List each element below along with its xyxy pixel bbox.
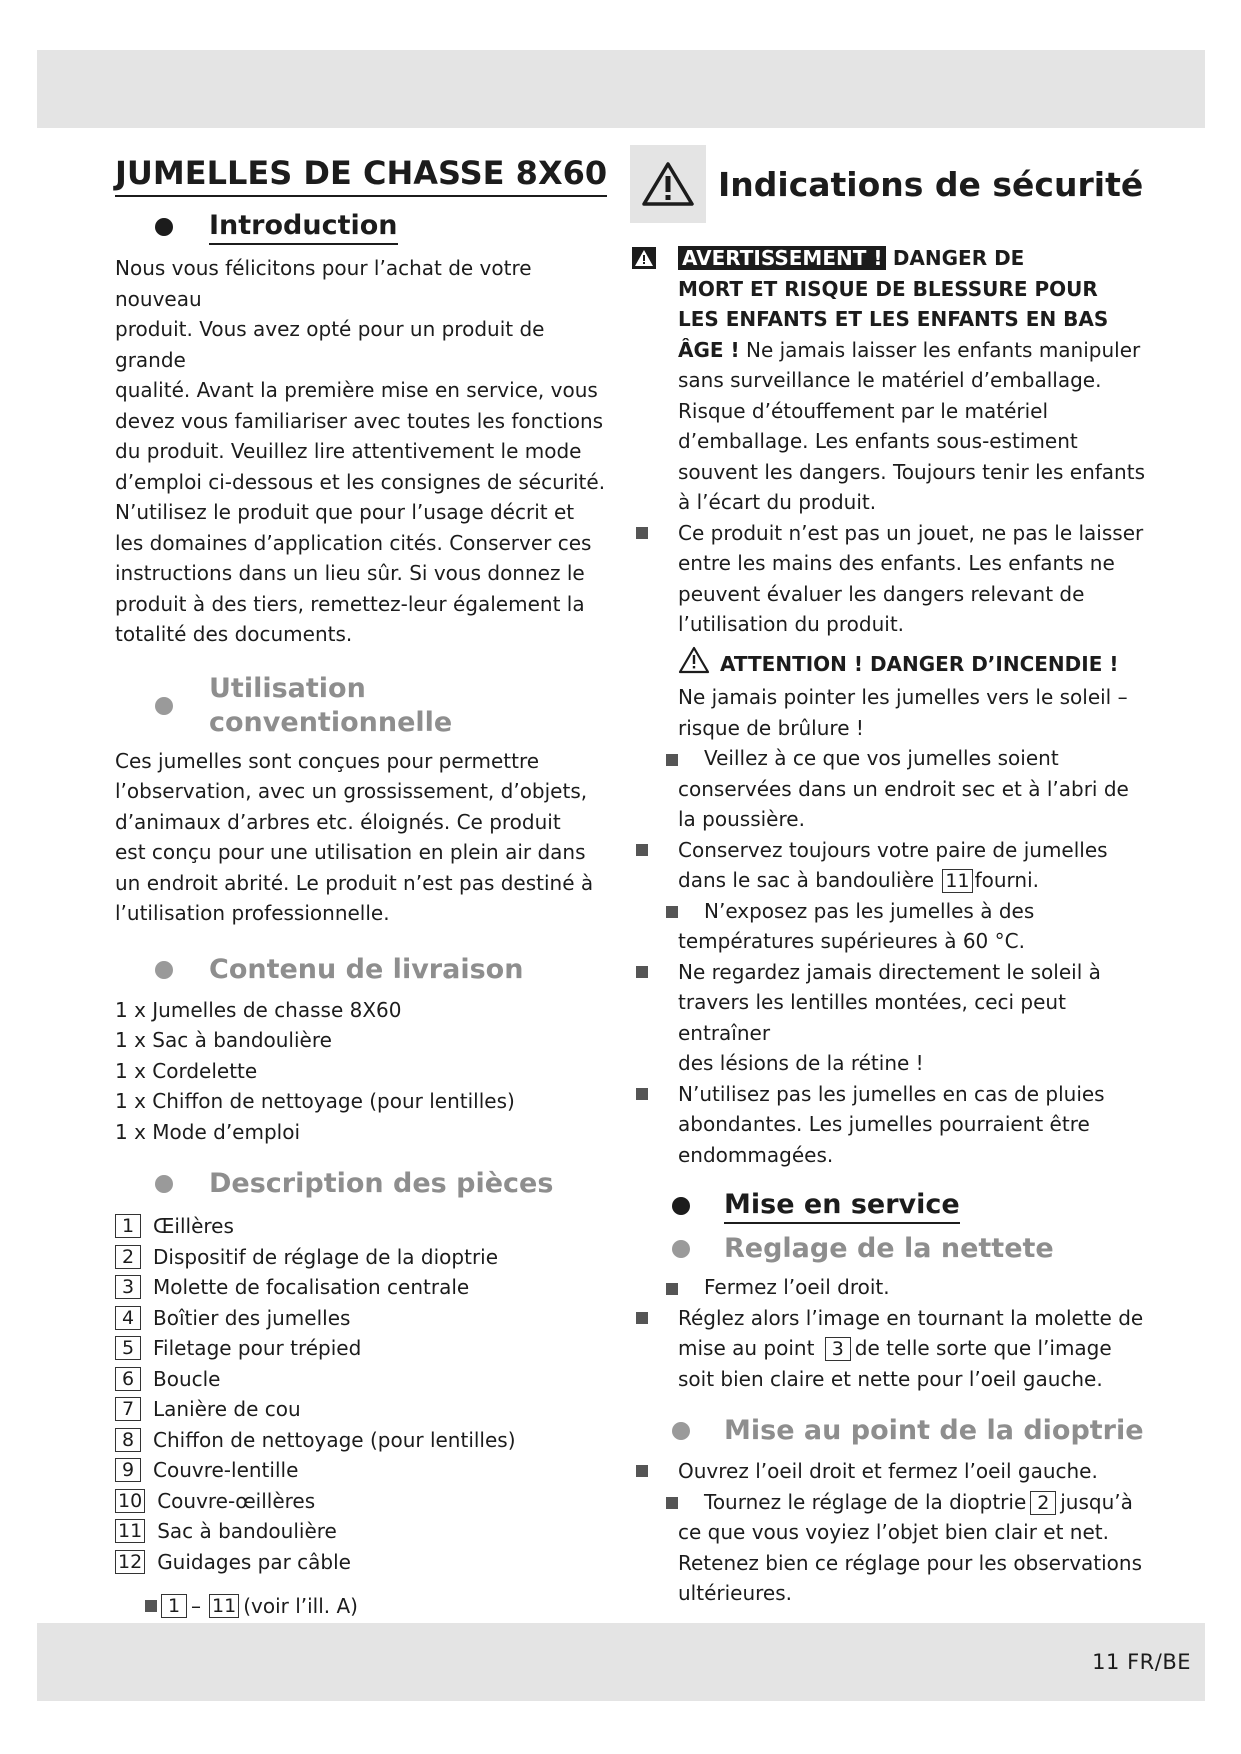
list-item: 1 x Mode d’emploi [115, 1119, 301, 1144]
part-label: Lanière de cou [153, 1397, 301, 1421]
part-number: 4 [115, 1306, 141, 1330]
usage-text [115, 746, 615, 929]
bullet-icon [155, 961, 173, 979]
list-item [630, 1456, 1150, 1487]
diopter-steps [630, 1456, 1150, 1609]
fire-warning [630, 646, 1150, 744]
text-line: d’emploi ci-dessous et les consignes de sécurité. [115, 469, 606, 494]
list-item: 1 x Chiffon de nettoyage (pour lentilles) [115, 1089, 515, 1113]
text-line: d’emballage. Les enfants sous-estiment [678, 429, 1078, 453]
list-item [630, 1272, 1150, 1303]
text-line: ce que vous voyiez l’objet bien clair et net. [678, 1520, 1109, 1544]
sharpness-steps [630, 1272, 1150, 1394]
list-item [115, 1516, 615, 1547]
part-label: Boucle [153, 1366, 221, 1391]
text-line: qualité. Avant la première mise en service, vous [115, 378, 598, 402]
text-line: souvent les dangers. Toujours tenir les enfants [678, 459, 1145, 484]
text-line: Risque d’étouffement par le matériel [678, 398, 1049, 423]
list-item [630, 896, 1150, 957]
text-line: Nous vous félicitons pour l’achat de votre nouveau [115, 256, 532, 311]
part-label: Guidages par câble [157, 1549, 351, 1574]
text-line: est conçu pour une utilisation en plein air dans [115, 840, 586, 864]
text-line: mise au point [678, 1336, 815, 1360]
warning-text: DANGER DE [892, 246, 1025, 270]
section-parts [115, 1167, 615, 1201]
square-bullet-icon [145, 1600, 157, 1612]
square-bullet-icon [636, 844, 648, 856]
part-number: 11 [115, 1519, 145, 1543]
text-line: les domaines d’application cités. Conserver ces [115, 530, 592, 555]
list-item [115, 1211, 615, 1242]
left-column [115, 145, 615, 1652]
text-line: Ces jumelles sont conçues pour permettre [115, 748, 540, 773]
list-item: 1 x Jumelles de chasse 8X60 [115, 997, 402, 1022]
square-bullet-icon [636, 1465, 648, 1477]
list-item [630, 1487, 1150, 1609]
text-line: fourni. [974, 868, 1039, 892]
part-label: Sac à bandoulière [157, 1519, 337, 1543]
square-bullet-icon [666, 1283, 678, 1295]
square-bullet-icon [666, 906, 678, 918]
list-item [115, 1242, 615, 1273]
text-line: ultérieures. [678, 1581, 793, 1605]
text-line: sans surveillance le matériel d’emballage. [678, 368, 1102, 392]
text-line: Veillez à ce que vos jumelles soient [704, 746, 1059, 770]
text-line: un endroit abrité. Le produit n’est pas destiné à [115, 870, 594, 895]
text-line: Ne regardez jamais directement le soleil à [678, 959, 1101, 984]
list-item [115, 1455, 615, 1486]
part-number: 10 [115, 1489, 145, 1513]
text-line: jusqu’à [1060, 1489, 1133, 1514]
bullet-icon [672, 1197, 690, 1215]
text-line: endommagées. [678, 1142, 834, 1167]
range-separator: – [191, 1594, 201, 1618]
contents-list [115, 995, 615, 1148]
warning-text: ÂGE ! [678, 337, 740, 362]
text-line: risque de brûlure ! [678, 715, 864, 740]
part-number: 11 [942, 869, 972, 893]
warning-item [630, 243, 1150, 518]
text-line: Conservez toujours votre paire de jumelles [678, 837, 1108, 862]
text-line: Ouvrez l’oeil droit et fermez l’oeil gauche. [678, 1459, 1098, 1483]
list-item [630, 835, 1150, 896]
text-line: à l’écart du produit. [678, 490, 877, 514]
text-line: de telle sorte que l’image [854, 1336, 1112, 1360]
part-number: 12 [115, 1550, 145, 1574]
warning-text: LES ENFANTS ET LES ENFANTS EN BAS [678, 307, 1109, 331]
text-line: l’utilisation professionnelle. [115, 901, 390, 925]
part-number: 2 [115, 1245, 141, 1269]
list-item [630, 518, 1150, 640]
section-heading: Contenu de livraison [209, 953, 524, 985]
section-heading: Introduction [209, 209, 398, 245]
part-number: 9 [115, 1458, 141, 1482]
page-number: 11 FR/BE [1092, 1650, 1191, 1674]
fire-warning-label: ATTENTION ! DANGER D’INCENDIE ! [720, 651, 1119, 676]
footer-band [37, 1623, 1205, 1701]
part-number: 5 [115, 1336, 141, 1360]
warning-outline-icon [678, 646, 710, 683]
text-line: travers les lentilles montées, ceci peut entraîner [678, 990, 1066, 1045]
list-item [115, 1394, 615, 1425]
part-number: 2 [1030, 1491, 1056, 1515]
square-bullet-icon [636, 527, 648, 539]
part-label: Œillères [153, 1214, 234, 1238]
part-label: Boîtier des jumelles [153, 1305, 351, 1330]
warning-text: MORT ET RISQUE DE BLESSURE POUR [678, 276, 1098, 301]
part-number: 8 [115, 1428, 141, 1452]
square-bullet-icon [636, 1312, 648, 1324]
intro-text [115, 253, 615, 650]
section-heading: Mise au point de la dioptrie [724, 1415, 1144, 1446]
list-item: 1 x Cordelette [115, 1058, 258, 1083]
text-line: d’animaux d’arbres etc. éloignés. Ce produit [115, 809, 561, 834]
reference-text: (voir l’ill. A) [243, 1594, 358, 1618]
safety-title: Indications de sécurité [718, 164, 1144, 204]
part-number: 3 [825, 1337, 851, 1361]
list-item [630, 743, 1150, 835]
text-line: peuvent évaluer les dangers relevant de [678, 581, 1085, 606]
section-introduction [115, 209, 615, 245]
text-line: Ce produit n’est pas un jouet, ne pas le laisser [678, 520, 1144, 545]
section-heading: Mise en service [724, 1188, 960, 1224]
part-number: 6 [115, 1367, 141, 1391]
text-line: Ne jamais pointer les jumelles vers le soleil – [678, 685, 1128, 709]
list-item [115, 1547, 615, 1578]
warning-triangle-icon [630, 145, 706, 223]
list-item [115, 1425, 615, 1456]
text-line: des lésions de la rétine ! [678, 1051, 924, 1075]
list-item [115, 1364, 615, 1395]
list-item [115, 1303, 615, 1334]
part-number: 1 [161, 1594, 187, 1618]
section-heading: Reglage de la nettete [724, 1233, 1054, 1264]
header-band [37, 50, 1205, 128]
list-item [630, 1303, 1150, 1395]
text-line: l’observation, avec un grossissement, d’objets, [115, 779, 588, 803]
part-label: Chiffon de nettoyage (pour lentilles) [153, 1427, 516, 1452]
text-line: totalité des documents. [115, 622, 353, 646]
part-number: 7 [115, 1397, 141, 1421]
safety-header [630, 145, 1150, 223]
text-line: Retenez bien ce réglage pour les observations [678, 1550, 1143, 1575]
part-number: 1 [115, 1214, 141, 1238]
bullet-icon [672, 1240, 690, 1258]
text-line: soit bien claire et nette pour l’oeil gauche. [678, 1366, 1103, 1391]
section-usage [115, 672, 615, 740]
text-line: Réglez alors l’image en tournant la molette de [678, 1305, 1144, 1330]
text-line: dans le sac à bandoulière [678, 868, 935, 892]
part-number: 11 [209, 1594, 239, 1618]
warning-block [630, 243, 1150, 1170]
text-line: instructions dans un lieu sûr. Si vous donnez le [115, 561, 585, 585]
text-line: devez vous familiariser avec toutes les fonctions [115, 408, 604, 433]
bullet-icon [155, 1175, 173, 1193]
bullet-icon [155, 697, 173, 715]
part-label: Couvre-œillères [157, 1488, 316, 1513]
bullet-icon [155, 218, 173, 236]
text-line: N’utilisez pas les jumelles en cas de pluies [678, 1081, 1105, 1106]
text-line: l’utilisation du produit. [678, 612, 905, 636]
part-label: Filetage pour trépied [153, 1336, 362, 1360]
bullet-icon [672, 1422, 690, 1440]
list-item [630, 1079, 1150, 1171]
square-bullet-icon [666, 1497, 678, 1509]
parts-list [115, 1211, 615, 1577]
square-bullet-icon [666, 754, 678, 766]
text-line: N’exposez pas les jumelles à des [704, 898, 1035, 923]
text-line: Ne jamais laisser les enfants manipuler [746, 337, 1141, 362]
reference-a [145, 1591, 615, 1622]
square-bullet-icon [636, 1088, 648, 1100]
part-label: Molette de focalisation centrale [153, 1275, 470, 1299]
square-bullet-icon [636, 966, 648, 978]
text-line: Tournez le réglage de la dioptrie [704, 1489, 1027, 1514]
text-line: températures supérieures à 60 °C. [678, 929, 1025, 953]
list-item [115, 1486, 615, 1517]
list-item [115, 1272, 615, 1303]
part-label: Dispositif de réglage de la dioptrie [153, 1244, 499, 1269]
right-column [630, 145, 1150, 1609]
list-item: 1 x Sac à bandoulière [115, 1028, 332, 1052]
text-line: produit. Vous avez opté pour un produit de grande [115, 317, 545, 372]
section-heading: Description des pièces [209, 1168, 554, 1199]
section-heading: Utilisation conventionnelle [209, 672, 453, 738]
list-item [115, 1333, 615, 1364]
section-sharpness [630, 1232, 1150, 1266]
list-item [630, 957, 1150, 1079]
section-setup [630, 1188, 1150, 1224]
text-line: du produit. Veuillez lire attentivement le mode [115, 439, 582, 463]
part-label: Couvre-lentille [153, 1458, 299, 1482]
section-contents [115, 953, 615, 987]
document-title: JUMELLES DE CHASSE 8X60 [115, 153, 607, 197]
text-line: Fermez l’oeil droit. [704, 1275, 890, 1299]
text-line: conservées dans un endroit sec et à l’abri de [678, 776, 1129, 801]
warning-label: AVERTISSEMENT ! [678, 246, 886, 270]
warning-small-icon [632, 247, 656, 278]
text-line: N’utilisez le produit que pour l’usage décrit et [115, 500, 575, 524]
text-line: la poussière. [678, 807, 805, 831]
text-line: entre les mains des enfants. Les enfants ne [678, 551, 1115, 575]
part-number: 3 [115, 1275, 141, 1299]
text-line: produit à des tiers, remettez-leur également la [115, 591, 585, 616]
section-diopter [630, 1414, 1150, 1448]
text-line: abondantes. Les jumelles pourraient être [678, 1112, 1090, 1136]
